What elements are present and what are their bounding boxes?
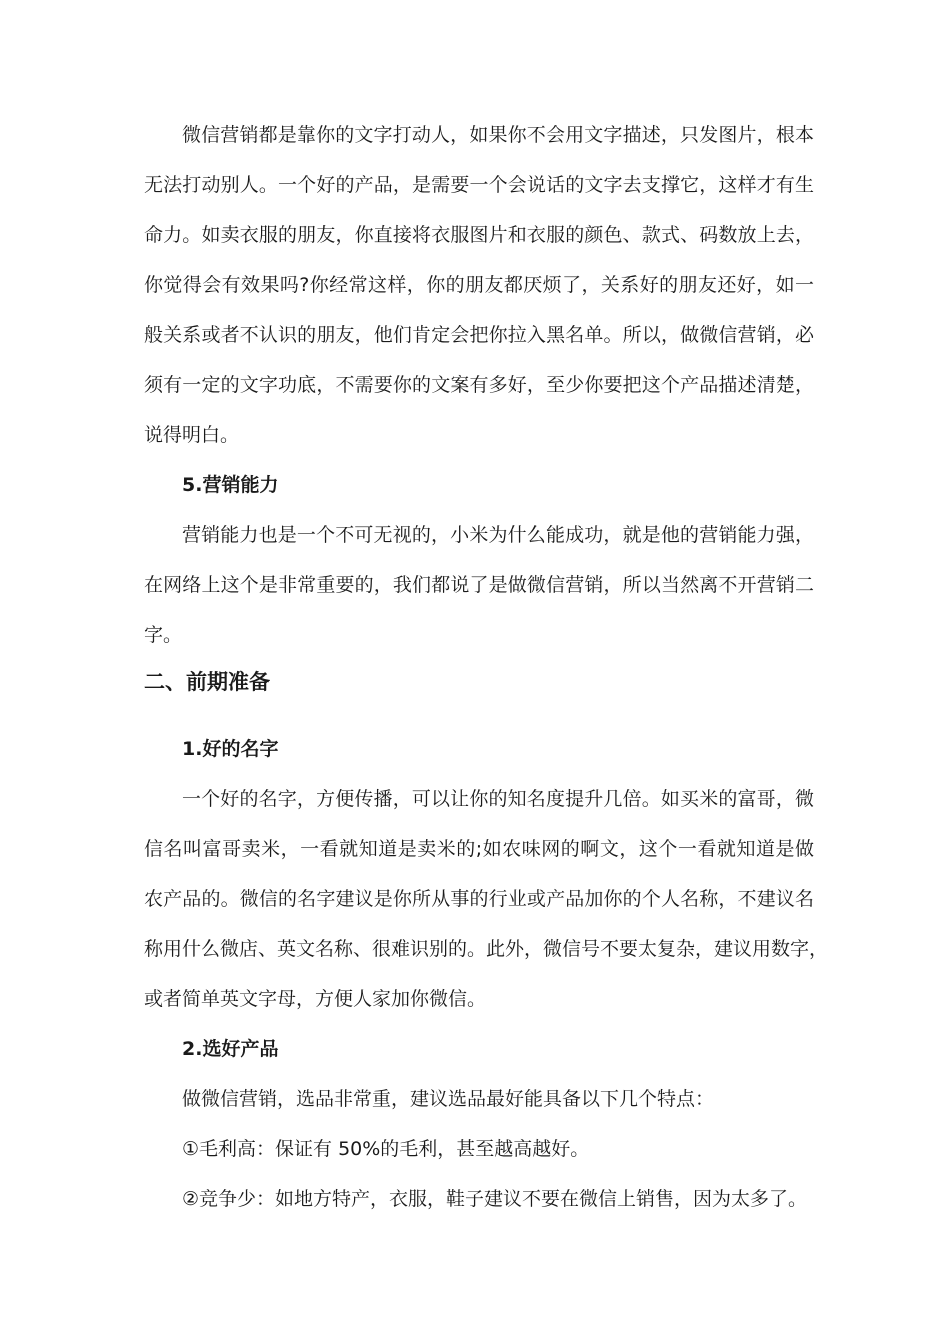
paragraph-line: 称用什么微店、英文名称、很难识别的。此外，微信号不要太复杂，建议用数字， — [144, 938, 829, 960]
paragraph-line: 营销能力也是一个不可无视的，小米为什么能成功，就是他的营销能力强， — [182, 524, 814, 546]
list-item: ②竞争少：如地方特产，衣服，鞋子建议不要在微信上销售，因为太多了。 — [182, 1188, 808, 1210]
subsection-heading: 1.好的名字 — [182, 738, 279, 760]
paragraph-line: 无法打动别人。一个好的产品，是需要一个会说话的文字去支撑它，这样才有生 — [144, 174, 814, 196]
section-heading: 5.营销能力 — [182, 474, 279, 496]
paragraph-line: 字。 — [144, 624, 183, 646]
list-item: ①毛利高：保证有 50%的毛利，甚至越高越好。 — [182, 1138, 590, 1160]
paragraph-line: 或者简单英文字母，方便人家加你微信。 — [144, 988, 487, 1010]
paragraph-line: 信名叫富哥卖米，一看就知道是卖米的;如农味网的啊文，这个一看就知道是做 — [144, 838, 814, 860]
paragraph-line: 命力。如卖衣服的朋友，你直接将衣服图片和衣服的颜色、款式、码数放上去， — [144, 224, 814, 246]
paragraph-line: 你觉得会有效果吗?你经常这样，你的朋友都厌烦了，关系好的朋友还好，如一 — [144, 274, 814, 296]
paragraph-line: 须有一定的文字功底，不需要你的文案有多好，至少你要把这个产品描述清楚， — [144, 374, 814, 396]
paragraph-line: 微信营销都是靠你的文字打动人，如果你不会用文字描述，只发图片，根本 — [182, 124, 814, 146]
chapter-heading: 二、前期准备 — [144, 670, 270, 694]
paragraph-line: 做微信营销，选品非常重，建议选品最好能具备以下几个特点： — [182, 1088, 715, 1110]
paragraph-line: 在网络上这个是非常重要的，我们都说了是做微信营销，所以当然离不开营销二 — [144, 574, 814, 596]
paragraph-line: 说得明白。 — [144, 424, 240, 446]
subsection-heading: 2.选好产品 — [182, 1038, 279, 1060]
paragraph-line: 般关系或者不认识的朋友，他们肯定会把你拉入黑名单。所以，做微信营销，必 — [144, 324, 814, 346]
paragraph-line: 一个好的名字，方便传播，可以让你的知名度提升几倍。如买米的富哥，微 — [182, 788, 814, 810]
paragraph-line: 农产品的。微信的名字建议是你所从事的行业或产品加你的个人名称，不建议名 — [144, 888, 814, 910]
